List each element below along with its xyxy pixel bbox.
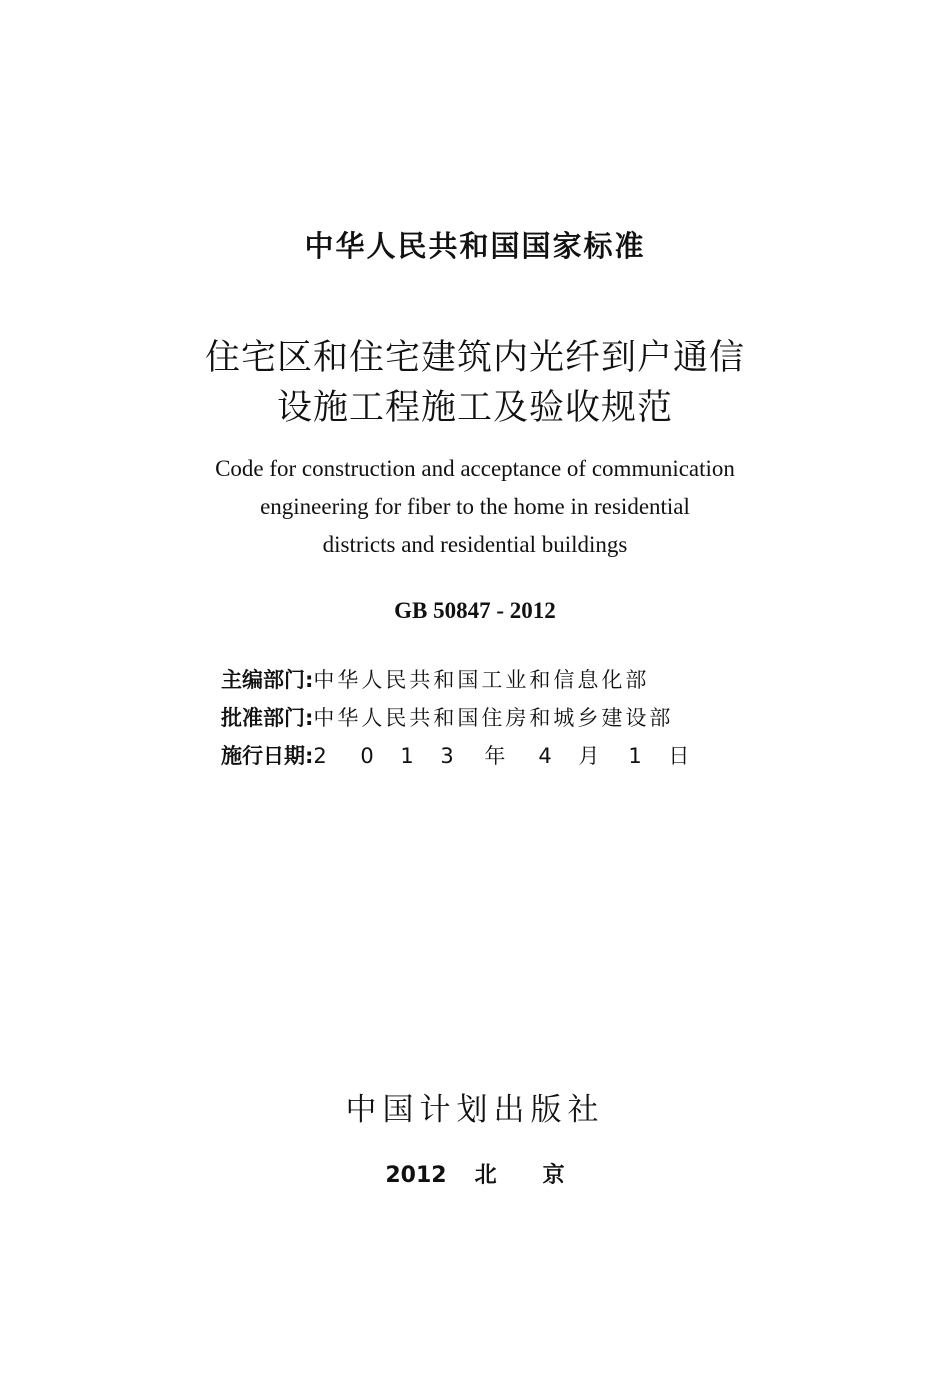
editor-value: 中华人民共和国工业和信息化部 <box>313 668 650 692</box>
date-part: 0 <box>360 744 374 768</box>
chinese-title-line-2: 设施工程施工及验收规范 <box>276 388 673 428</box>
publication-city-part-1: 北 <box>474 1163 497 1188</box>
approver-value: 中华人民共和国住房和城乡建设部 <box>313 706 674 730</box>
date-part: 1 <box>400 744 414 768</box>
date-part: 3 <box>440 744 454 768</box>
english-title-line-1: Code for construction and acceptance of communication <box>215 456 735 481</box>
date-part: 月 <box>578 744 600 768</box>
effective-date <box>221 740 813 770</box>
chinese-title-line-1: 住宅区和住宅建筑内光纤到户通信 <box>204 338 745 378</box>
date-part: 日 <box>668 744 690 768</box>
publisher-name: 中国计划出版社 <box>345 1092 605 1128</box>
editor-label: 主编部门: <box>221 668 314 692</box>
standard-code: GB 50847 - 2012 <box>394 598 556 623</box>
effective-label: 施行日期: <box>221 744 314 768</box>
publication-city-part-2: 京 <box>542 1163 565 1188</box>
english-title-line-2: engineering for fiber to the home in residential <box>260 494 690 519</box>
date-part: 年 <box>484 744 506 768</box>
date-part: 4 <box>538 744 552 768</box>
standard-category: 中华人民共和国国家标准 <box>304 229 646 263</box>
effective-date-value <box>313 740 813 770</box>
english-title-line-3: districts and residential buildings <box>322 532 628 557</box>
approver-department <box>221 702 673 732</box>
date-part: 1 <box>628 744 642 768</box>
date-part: 2 <box>313 744 327 768</box>
publication-line <box>0 1158 950 1189</box>
editor-department <box>221 664 649 694</box>
approver-label: 批准部门: <box>221 706 314 730</box>
publication-year: 2012 <box>385 1163 447 1188</box>
